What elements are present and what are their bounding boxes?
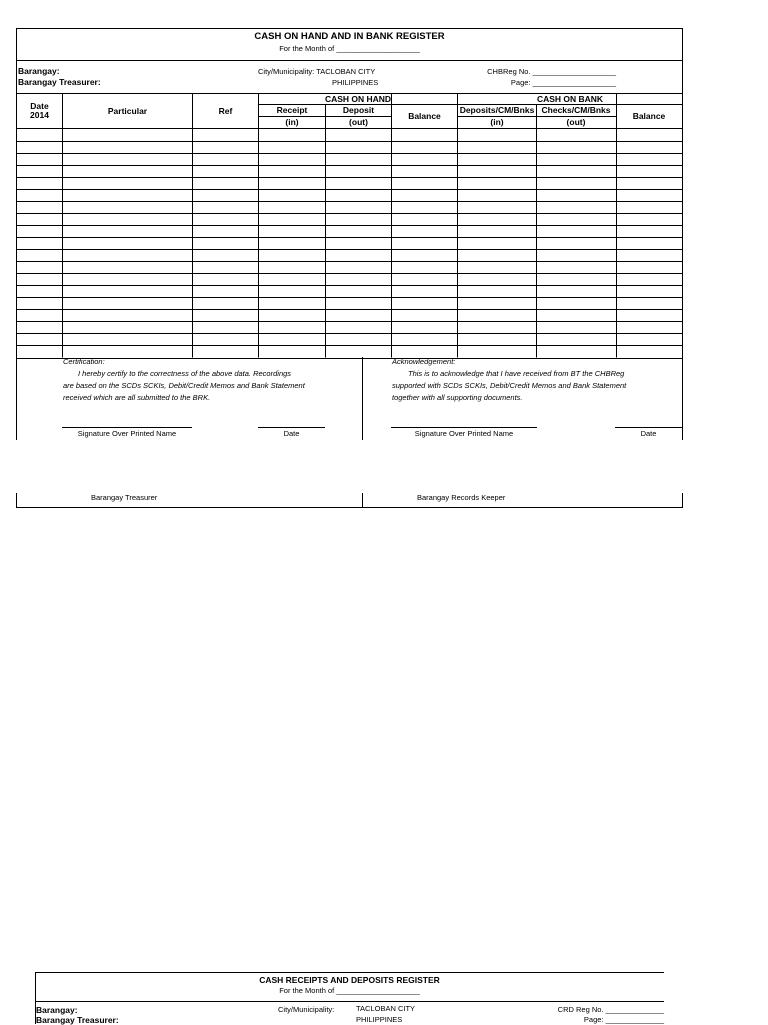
column-header-receipt-in: (in)	[285, 116, 299, 127]
column-header-checks-cm: Checks/CM/Bnks	[541, 105, 611, 115]
column-header-date: Date 2014	[30, 101, 49, 120]
for-month-field: For the Month of ____________________	[279, 44, 420, 53]
acknowledgement-line-2: supported with SCDs SCKIs, Debit/Credit Memos and Bank Statement	[392, 381, 627, 390]
frame2-top	[35, 972, 664, 973]
footer-right-edge	[682, 493, 683, 508]
acknowledgement-line-1: This is to acknowledge that I have received from BT the CHBReg	[408, 369, 625, 378]
date-line-records-keeper	[615, 427, 682, 428]
date-label-records-keeper: Date	[640, 429, 657, 438]
signature-label-records-keeper: Signature Over Printed Name	[414, 429, 514, 438]
signature-label-treasurer: Signature Over Printed Name	[77, 429, 177, 438]
certification-heading: Certification:	[63, 357, 105, 366]
register2-title: CASH RECEIPTS AND DEPOSITS REGISTER	[259, 975, 440, 985]
date-label-treasurer: Date	[283, 429, 300, 438]
reg-no-field-2: CRD Reg No. ______________	[557, 1005, 664, 1014]
acknowledgement-line-3: together with all supporting documents.	[392, 393, 523, 402]
treasurer-label: Barangay Treasurer:	[18, 77, 101, 87]
city-2: TACLOBAN CITY	[356, 1004, 416, 1013]
title2-divider	[35, 1001, 664, 1002]
column-header-deposit-out: (out)	[349, 116, 368, 127]
footer-bottom	[16, 507, 683, 508]
treasurer-label-2: Barangay Treasurer:	[36, 1015, 119, 1025]
barangay-label: Barangay:	[18, 66, 60, 76]
role-barangay-treasurer: Barangay Treasurer	[91, 493, 158, 502]
footer-left-edge	[16, 493, 17, 508]
certification-line-1: I hereby certify to the correctness of the above data. Recordings	[78, 369, 292, 378]
country: PHILIPPINES	[332, 78, 379, 87]
certification-line-3: received which are all submitted to the BRK.	[63, 393, 211, 402]
column-header-particular: Particular	[107, 105, 148, 116]
city-municipality: City/Municipality: TACLOBAN CITY	[258, 67, 376, 76]
group-header-cash-on-hand: CASH ON HAND	[324, 93, 392, 104]
date-line-treasurer	[258, 427, 325, 428]
footer-center-divider	[362, 493, 363, 508]
role-barangay-records-keeper: Barangay Records Keeper	[417, 493, 506, 502]
for-month-field-2: For the Month of ____________________	[279, 986, 420, 995]
signature-divider	[362, 357, 363, 440]
city-municipality-label-2: City/Municipality:	[278, 1005, 335, 1014]
acknowledgement-heading: Acknowledgement:	[392, 357, 456, 366]
column-header-balance-bank: Balance	[632, 111, 666, 121]
column-header-ref: Ref	[218, 105, 233, 116]
signature-line-treasurer	[62, 427, 192, 428]
column-header-receipt: Receipt	[276, 105, 308, 115]
column-header-balance-hand: Balance	[408, 111, 441, 121]
group-header-cash-on-bank: CASH ON BANK	[536, 93, 604, 104]
signature-line-records-keeper	[391, 427, 537, 428]
column-header-deposits-cm: Deposits/CM/Bnks	[459, 105, 535, 115]
column-header-deposit: Deposit	[342, 105, 375, 115]
column-header-checks-out: (out)	[566, 116, 586, 127]
country-2: PHILIPPINES	[356, 1015, 403, 1024]
column-header-deposits-in: (in)	[490, 116, 504, 127]
reg-no-field: CHBReg No. ____________________	[487, 67, 616, 76]
certification-line-2: are based on the SCDs SCKIs, Debit/Credit Memos and Bank Statement	[63, 381, 305, 390]
page-field-2: Page: ______________	[583, 1015, 664, 1024]
page-field: Page: ____________________	[510, 78, 616, 87]
register-title: CASH ON HAND AND IN BANK REGISTER	[254, 31, 445, 42]
barangay-label-2: Barangay:	[36, 1005, 78, 1015]
